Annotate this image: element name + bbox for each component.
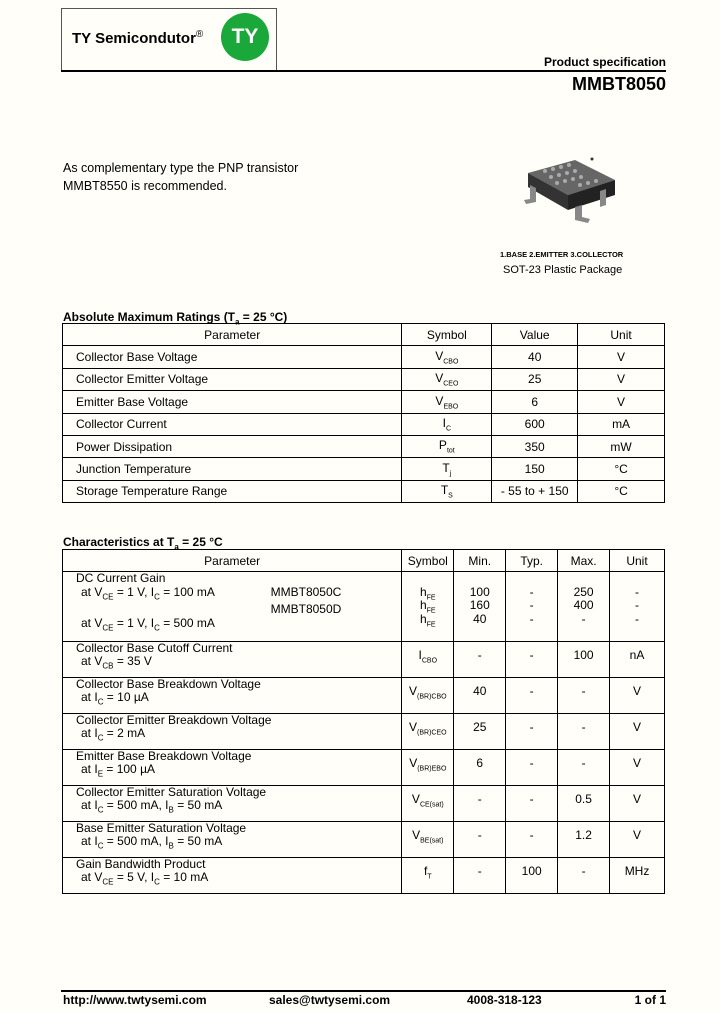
brand-name: TY Semicondutor®: [72, 29, 204, 47]
chars-typ: -: [506, 749, 558, 785]
chars-max: 100: [558, 641, 610, 677]
abs-max-symbol: $V_{CBO}$: [402, 346, 492, 368]
sot23-package-image: [520, 155, 620, 235]
chars-symbol: $V_{BE(sat)}$: [402, 821, 454, 857]
dc-gain-unit: - - -: [610, 572, 665, 642]
package-caption: SOT-23 Plastic Package: [503, 264, 623, 276]
abs-max-value: 600: [492, 413, 578, 435]
dc-gain-min: 100 160 40: [454, 572, 506, 642]
intro-line-1: As complementary type the PNP transistor: [63, 161, 299, 175]
chars-row: [63, 821, 665, 857]
chars-unit: V: [610, 785, 665, 821]
abs-max-symbol: $P_{tot}$: [402, 435, 492, 457]
chars-typ: -: [506, 677, 558, 713]
intro-text: [63, 159, 363, 195]
chars-header-3: Typ.: [506, 550, 558, 572]
part-number: MMBT8050: [571, 74, 666, 94]
header-rule: [61, 70, 666, 72]
chars-unit: MHz: [610, 857, 665, 893]
chars-param: Collector Emitter Saturation Voltage at $I_C = 500$ mA, $I_B = 50$ mA: [63, 785, 402, 821]
abs-max-param: Power Dissipation: [63, 435, 402, 457]
abs-max-unit: V: [578, 391, 665, 413]
dc-gain-typ: - - -: [506, 572, 558, 642]
dc-gain-param: DC Current Gain at $V_{CE} = 1$ V, $I_C = 100$ mA MMBT8050C MMBT8050D at $V_{CE} = 1$ V, $I_C = 500$ mA: [63, 572, 402, 642]
doc-type: Product specification: [543, 55, 666, 69]
chars-max: 0.5: [558, 785, 610, 821]
abs-max-value: 40: [492, 346, 578, 368]
chars-max: -: [558, 677, 610, 713]
chars-typ: -: [506, 641, 558, 677]
chars-unit: V: [610, 821, 665, 857]
footer-phone: 4008-318-123: [467, 993, 542, 1007]
chars-param: Gain Bandwidth Product at $V_{CE} = 5$ V, $I_C = 10$ mA: [63, 857, 402, 893]
chars-min: -: [454, 821, 506, 857]
abs-max-param: Junction Temperature: [63, 458, 402, 480]
dc-gain-symbol: $h_{FE}$ $h_{FE}$ $h_{FE}$: [402, 572, 454, 642]
abs-max-param: Emitter Base Voltage: [63, 391, 402, 413]
chars-header-0: Parameter: [63, 550, 402, 572]
chars-param: Emitter Base Breakdown Voltage at $I_E = 100$ µA: [63, 749, 402, 785]
ty-logo: TY: [221, 13, 269, 61]
chars-row: [63, 785, 665, 821]
chars-max: 1.2: [558, 821, 610, 857]
abs-max-symbol: $T_S$: [402, 480, 492, 502]
chars-header-5: Unit: [610, 550, 665, 572]
abs-max-value: - 55 to + 150: [492, 480, 578, 502]
chars-header-2: Min.: [454, 550, 506, 572]
chars-min: 25: [454, 713, 506, 749]
abs-max-row: [63, 480, 665, 502]
abs-max-row: [63, 346, 665, 368]
abs-max-table: [62, 323, 665, 503]
chars-min: 40: [454, 677, 506, 713]
chars-unit: V: [610, 677, 665, 713]
abs-max-row: [63, 458, 665, 480]
chars-header-1: Symbol: [402, 550, 454, 572]
dc-gain-row: [63, 572, 665, 642]
chars-unit: V: [610, 749, 665, 785]
abs-max-unit: °C: [578, 458, 665, 480]
chars-title: Characteristics at $T_a = 25$ °C: [63, 535, 223, 552]
chars-typ: -: [506, 785, 558, 821]
chars-typ: -: [506, 713, 558, 749]
footer-rule: [61, 990, 666, 992]
abs-max-param: Collector Emitter Voltage: [63, 368, 402, 390]
abs-max-value: 25: [492, 368, 578, 390]
abs-max-unit: °C: [578, 480, 665, 502]
chars-min: -: [454, 641, 506, 677]
abs-max-value: 350: [492, 435, 578, 457]
footer-url[interactable]: http://www.twtysemi.com: [63, 993, 207, 1007]
abs-max-header-3: Unit: [578, 324, 665, 346]
chars-max: -: [558, 749, 610, 785]
abs-max-unit: mW: [578, 435, 665, 457]
abs-max-unit: mA: [578, 413, 665, 435]
chars-row: [63, 641, 665, 677]
abs-max-unit: V: [578, 346, 665, 368]
chars-symbol: $I_{CBO}$: [402, 641, 454, 677]
abs-max-header-2: Value: [492, 324, 578, 346]
abs-max-header-0: Parameter: [63, 324, 402, 346]
chars-row: [63, 713, 665, 749]
abs-max-row: [63, 435, 665, 457]
abs-max-row: [63, 413, 665, 435]
footer-email[interactable]: sales@twtysemi.com: [269, 993, 391, 1007]
abs-max-symbol: $V_{EBO}$: [402, 391, 492, 413]
abs-max-param: Collector Base Voltage: [63, 346, 402, 368]
chars-max: -: [558, 857, 610, 893]
chars-param: Collector Base Cutoff Current at $V_{CB} = 35$ V: [63, 641, 402, 677]
chars-symbol: $V_{(BR)CBO}$: [402, 677, 454, 713]
abs-max-symbol: $T_j$: [402, 458, 492, 480]
abs-max-row: [63, 368, 665, 390]
chars-header-row: [63, 550, 665, 572]
abs-max-row: [63, 391, 665, 413]
chars-typ: -: [506, 821, 558, 857]
abs-max-symbol: $V_{CEO}$: [402, 368, 492, 390]
chars-param: Base Emitter Saturation Voltage at $I_C = 500$ mA, $I_B = 50$ mA: [63, 821, 402, 857]
chars-row: [63, 749, 665, 785]
abs-max-value: 150: [492, 458, 578, 480]
chars-symbol: $V_{CE(sat)}$: [402, 785, 454, 821]
chars-max: -: [558, 713, 610, 749]
abs-max-value: 6: [492, 391, 578, 413]
abs-max-header-1: Symbol: [402, 324, 492, 346]
chars-row: [63, 857, 665, 893]
chars-header-4: Max.: [558, 550, 610, 572]
chars-symbol: $f_T$: [402, 857, 454, 893]
abs-max-unit: V: [578, 368, 665, 390]
chars-min: 6: [454, 749, 506, 785]
chars-min: -: [454, 857, 506, 893]
intro-line-2: MMBT8550 is recommended.: [63, 179, 227, 193]
chars-min: -: [454, 785, 506, 821]
chars-row: [63, 677, 665, 713]
chars-unit: nA: [610, 641, 665, 677]
chars-symbol: $V_{(BR)EBO}$: [402, 749, 454, 785]
chars-param: Collector Emitter Breakdown Voltage at $I_C = 2$ mA: [63, 713, 402, 749]
abs-max-symbol: $I_C$: [402, 413, 492, 435]
pin-legend: 1.BASE 2.EMITTER 3.COLLECTOR: [500, 250, 624, 259]
footer-page: 1 of 1: [634, 993, 666, 1007]
chars-unit: V: [610, 713, 665, 749]
chars-param: Collector Base Breakdown Voltage at $I_C = 10$ µA: [63, 677, 402, 713]
chars-table: [62, 549, 665, 894]
chars-typ: 100: [506, 857, 558, 893]
abs-max-param: Collector Current: [63, 413, 402, 435]
abs-max-header-row: [63, 324, 665, 346]
chars-symbol: $V_{(BR)CEO}$: [402, 713, 454, 749]
abs-max-title: Absolute Maximum Ratings ($T_a = 25$ °C): [63, 310, 288, 327]
dc-gain-max: 250 400 -: [558, 572, 610, 642]
abs-max-param: Storage Temperature Range: [63, 480, 402, 502]
